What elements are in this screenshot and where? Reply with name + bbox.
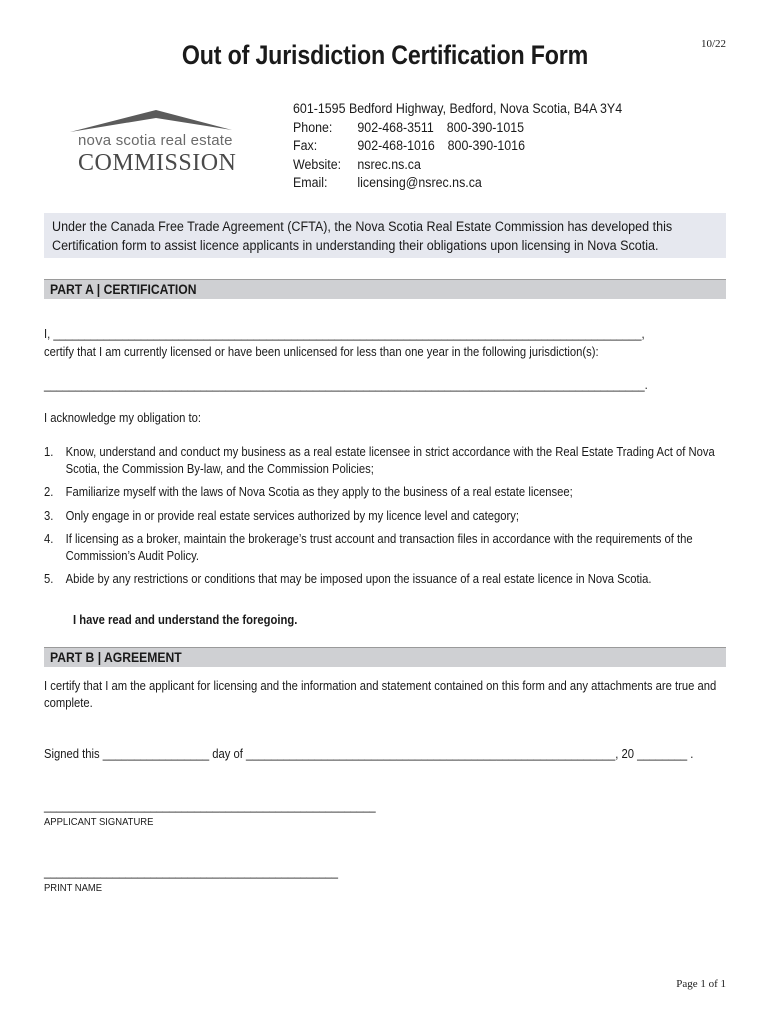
intro-line-1: Under the Canada Free Trade Agreement (CFTA), the Nova Scotia Real Estate Commission has developed this xyxy=(52,219,673,234)
list-item: 4. If licensing as a broker, maintain the brokerage’s trust account and transaction files in accordance with the requirements of the Commission’s Audit Policy. xyxy=(44,532,693,563)
read-statement: I have read and understand the foregoing. xyxy=(73,613,298,627)
signed-date-field[interactable]: Signed this _________________ day of ___________________________________________________________, 20 ________ . xyxy=(44,747,694,761)
signature-label: APPLICANT SIGNATURE xyxy=(44,816,154,828)
email-label: Email: xyxy=(293,175,328,190)
commission-logo xyxy=(68,108,238,180)
agreement-line-2: complete. xyxy=(44,696,93,710)
list-item: 2. Familiarize myself with the laws of Nova Scotia as they apply to the business of a real estate licensee; xyxy=(44,485,573,499)
phone-tollfree: 800-390-1015 xyxy=(446,119,525,135)
page-number: Page 1 of 1 xyxy=(676,978,726,990)
page-title: Out of Jurisdiction Certification Form xyxy=(181,40,589,70)
part-b-heading: PART B | AGREEMENT xyxy=(44,647,726,667)
jurisdiction-field-line[interactable]: ________________________________________________________________________________________________. xyxy=(44,378,648,392)
print-name-label: PRINT NAME xyxy=(44,882,103,894)
fax-tollfree: 800-390-1016 xyxy=(447,138,525,153)
roof-logo-icon xyxy=(68,108,238,134)
address: 601-1595 Bedford Highway, Bedford, Nova Scotia, B4A 3Y4 xyxy=(293,101,623,116)
part-a-heading: PART A | CERTIFICATION xyxy=(44,279,726,299)
website-label: Website: xyxy=(293,156,342,172)
website-link[interactable]: nsrec.ns.ca xyxy=(357,156,421,172)
logo-text-line1: nova scotia real estate xyxy=(78,132,233,149)
name-field-line[interactable]: I, ______________________________________________________________________________________________, xyxy=(44,327,645,341)
obligation-list xyxy=(44,444,744,595)
email-link[interactable]: licensing@nsrec.ns.ca xyxy=(357,175,482,190)
list-item: 5. Abide by any restrictions or conditions that may be imposed upon the issuance of a real estate licence in Nova Scotia. xyxy=(44,572,652,586)
phone-label: Phone: xyxy=(293,119,333,135)
fax-local: 902-468-1016 xyxy=(357,138,435,153)
acknowledge-statement: I acknowledge my obligation to: xyxy=(44,411,201,425)
signature-field[interactable]: _____________________________________________________ xyxy=(44,799,376,813)
fax-label: Fax: xyxy=(293,138,318,153)
certify-statement: certify that I am currently licensed or have been unlicensed for less than one year in the following jurisdiction(s): xyxy=(44,345,599,359)
contact-block xyxy=(293,100,622,193)
phone-local: 902-468-3511 xyxy=(357,119,434,135)
print-name-field[interactable]: _______________________________________________ xyxy=(44,865,339,879)
form-version: 10/22 xyxy=(700,38,726,50)
intro-box xyxy=(44,213,726,258)
list-item: 1. Know, understand and conduct my business as a real estate licensee in strict accordance with the Real Estate Trading Act of Nova Scotia, the Commission By-law, and the Commission Policies; xyxy=(44,445,715,476)
intro-line-2: Certification form to assist licence applicants in understanding their obligations upon licensing in Nova Scotia. xyxy=(52,237,659,253)
logo-text-line2: COMMISSION xyxy=(78,150,237,176)
list-item: 3. Only engage in or provide real estate services authorized by my licence level and category; xyxy=(44,508,519,523)
agreement-line-1: I certify that I am the applicant for licensing and the information and statement contained on this form and any attachments are true and xyxy=(44,679,717,693)
